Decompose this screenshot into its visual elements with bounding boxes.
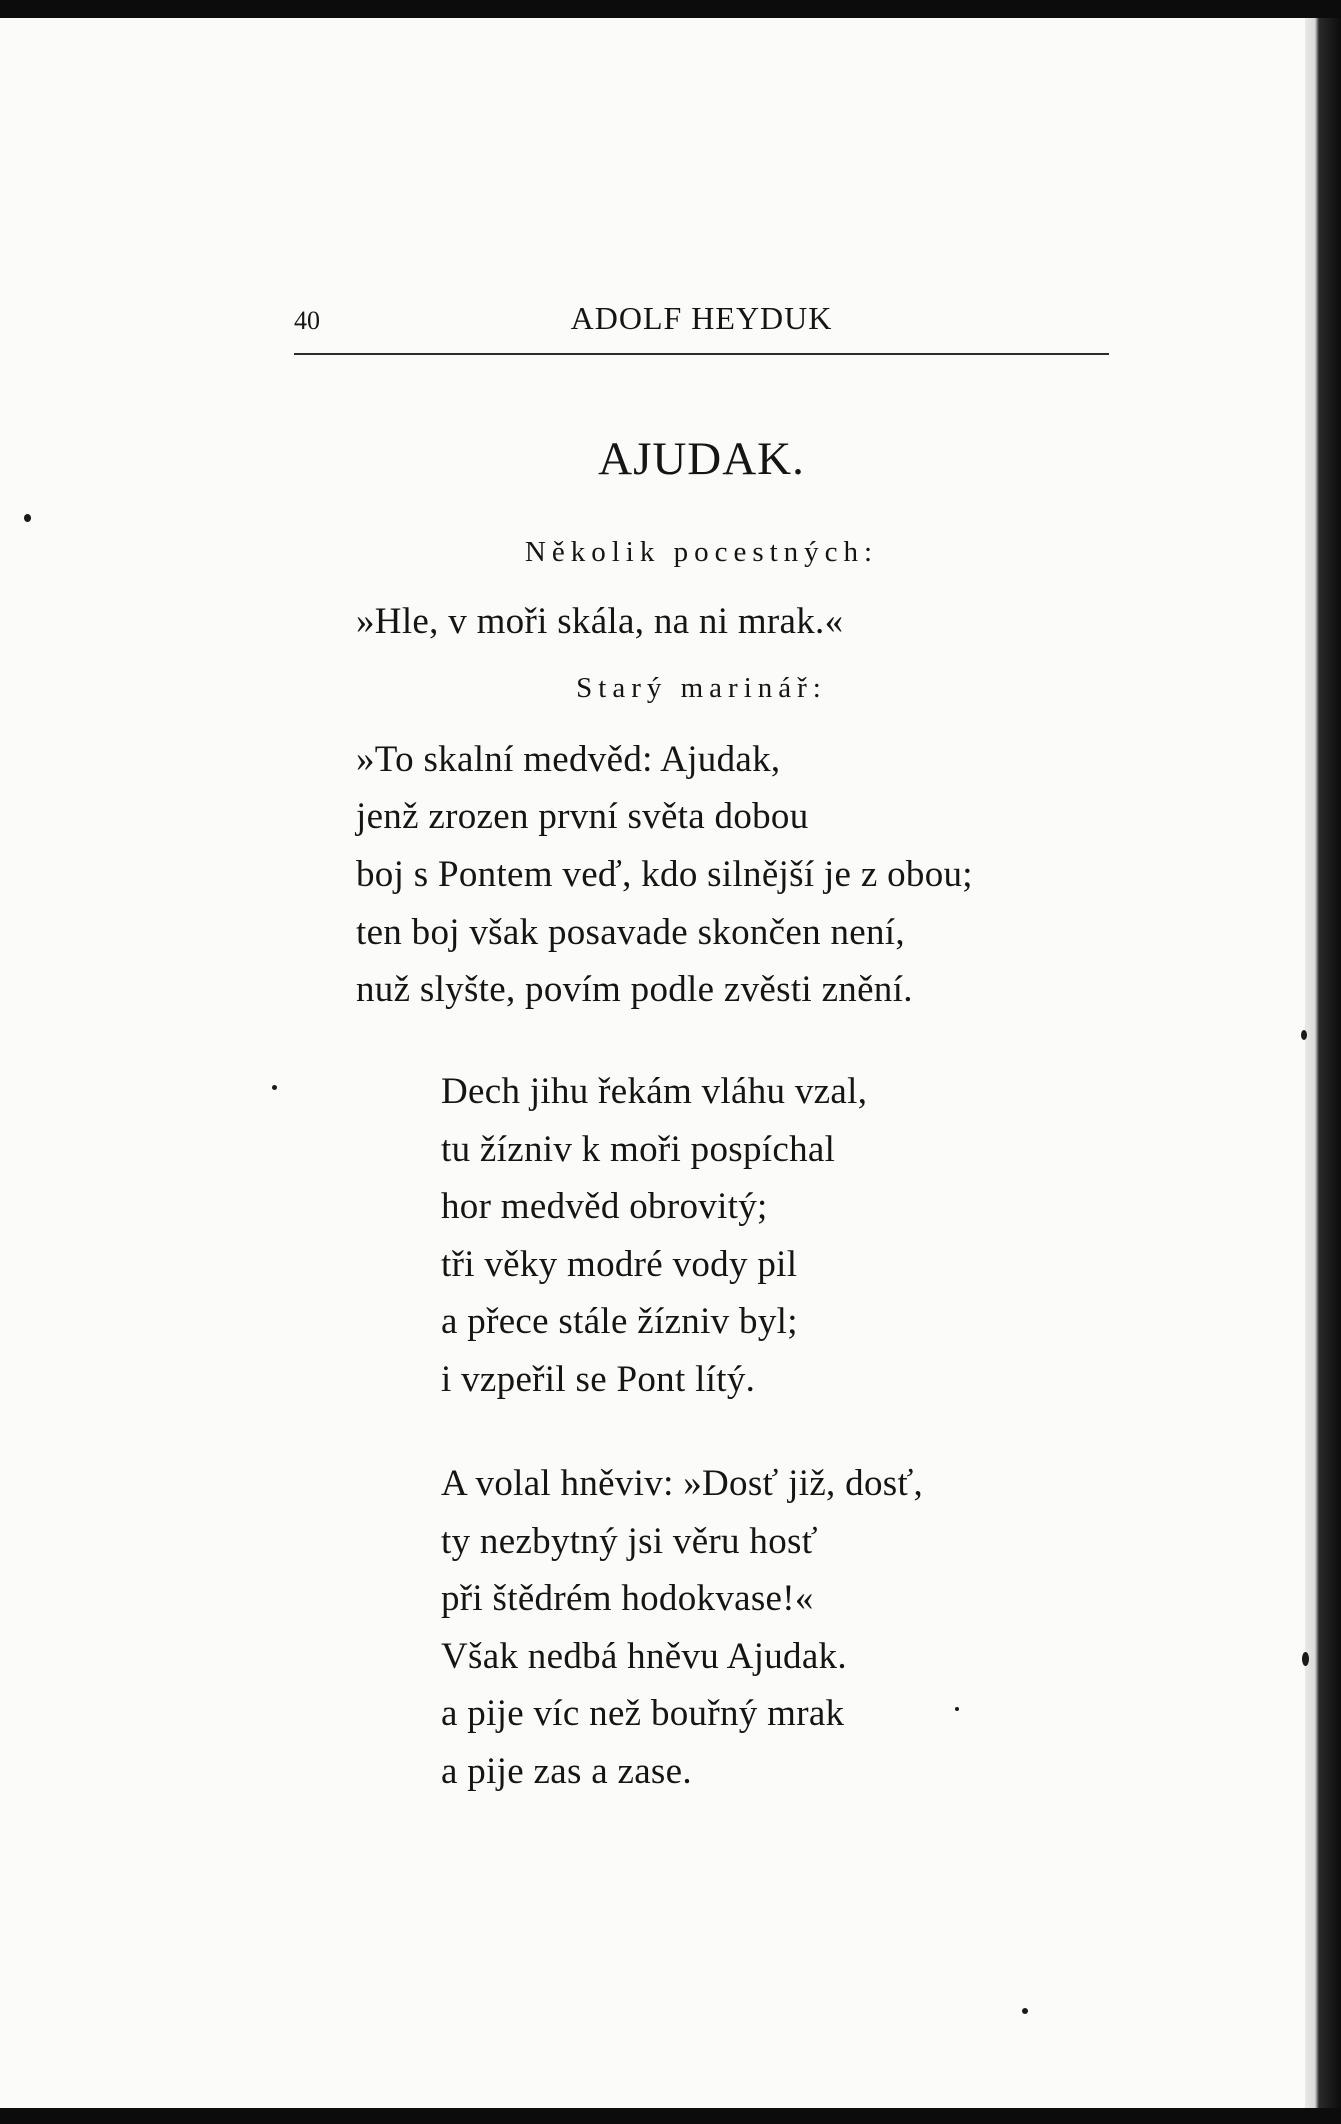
verse-line: A volal hněviv: »Dosť již, dosť,: [441, 1463, 924, 1504]
scan-speck: [1302, 1652, 1309, 1666]
verse-line: jenž zrozen první světa dobou: [356, 796, 809, 837]
verse-line: ten boj však posavade skončen není,: [356, 912, 905, 953]
verse-line: hor medvěd obrovitý;: [441, 1186, 768, 1227]
page-edge-shadow: [1305, 18, 1341, 2108]
scan-speck: [955, 1707, 959, 1711]
verse-line: při štědrém hodokvase!«: [441, 1578, 814, 1619]
running-head: ADOLF HEYDUK: [570, 300, 833, 336]
verse-line: Však nedbá hněvu Ajudak.: [441, 1636, 847, 1677]
scan-speck: [24, 514, 31, 522]
scan-speck: [1301, 1030, 1307, 1040]
verse-line: nuž slyšte, povím podle zvěsti znění.: [356, 969, 913, 1010]
verse-line: »To skalní medvěd: Ajudak,: [356, 739, 781, 780]
page-number: 40: [294, 306, 320, 335]
verse-line: ty nezbytný jsi věru hosť: [441, 1521, 818, 1562]
speaker-label: Několik pocestných:: [524, 536, 879, 568]
verse-line: boj s Pontem veď, kdo silnější je z obou;: [356, 854, 973, 895]
verse-line: a pije zas a zase.: [441, 1751, 692, 1792]
poem-title: AJUDAK.: [598, 433, 805, 485]
scan-speck: [272, 1085, 277, 1090]
verse-line: a pije víc než bouřný mrak: [441, 1693, 845, 1734]
verse-line: tři věky modré vody pil: [441, 1244, 798, 1285]
scan-speck: [1022, 2008, 1028, 2014]
verse-line: Dech jihu řekám vláhu vzal,: [441, 1071, 868, 1112]
verse-line: i vzpeřil se Pont lítý.: [441, 1359, 756, 1400]
dialogue-line: »Hle, v moři skála, na ni mrak.«: [356, 601, 844, 642]
header-rule: [294, 353, 1109, 355]
verse-line: tu žízniv k moři pospíchal: [441, 1129, 836, 1170]
speaker-label: Starý marinář:: [576, 672, 827, 704]
verse-line: a přece stále žízniv byl;: [441, 1301, 798, 1342]
page-header: [294, 300, 1109, 340]
